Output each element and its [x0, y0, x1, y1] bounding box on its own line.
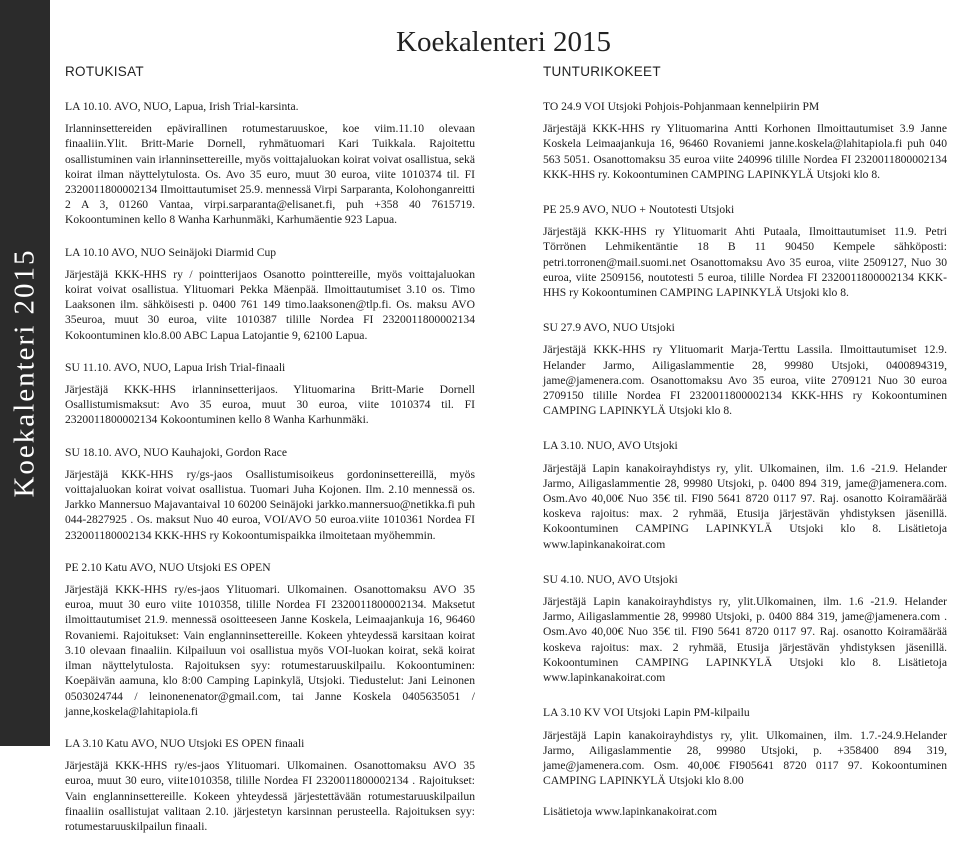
sidebar: [0, 0, 50, 746]
event-body: Järjestäjä KKK-HHS ry Ylituomarina Antti Korhonen Ilmoittautumiset 3.9 Janne Koskela Leimaajankuja 16, 96460 Rovaniemi janne.koskela@lahitapiola.fi puh 040 563 5051. Osanottomaksu 35 euroa viite 240996 tilille Nordea FI 2320011800002134 KKK-HHS ry. Kokoontuminen CAMPING LAPINKYLÄ Utsjoki klo 8.: [543, 122, 947, 181]
event-title: SU 18.10. AVO, NUO Kauhajoki, Gordon Race: [65, 445, 287, 459]
right-column: [543, 99, 947, 839]
page-title: Koekalenteri 2015: [396, 26, 612, 58]
event-entry: [543, 202, 947, 300]
event-body: Järjestäjä KKK-HHS ry Ylituomarit Ahti Putaala, Ilmoittautumiset 11.9. Petri Törrönen Lehmikentäntie 18 B 11 90450 Kempele sähköposti: petri.torronen@mail.suomi.net Osanottomaksu Avo 35 euroa, viite 2509127, Nuo 30 euroa, viite 2509156, noutotesti 5 euroa, tilille Nordea FI 2320011800002134 KKK-HHS ry Kokoontuminen CAMPING LAPINKYLÄ Utsjoki klo 8.: [543, 225, 947, 300]
event-body: Järjestäjä KKK-HHS ry/es-jaos Ylituomari. Ulkomainen. Osanottomaksu AVO 35 euroa, muut 30 euro, viite1010358, tilille Nordea FI 2320011800002134 . Rajoitukset: Vain englanninsettereille. Kokeen yhteydessä järjestettävään rotumestaruuskilpailun finaaliin osallistujat valitaan 2.10. järjestetyn karsinnan perusteella. Rajoituksen syy: rotumestaruuskilpailun finaali.: [65, 759, 475, 833]
event-entry: [65, 360, 475, 428]
event-title: PE 25.9 AVO, NUO + Noutotesti Utsjoki: [543, 203, 735, 217]
event-entry: [65, 99, 475, 228]
event-body: Järjestäjä KKK-HHS ry/es-jaos Ylituomari. Ulkomainen. Osanottomaksu AVO 35 euroa, muut 30 euro viite 1010358, tilille Nordea FI 2320011800002134. Maksetut ilmoittautumiset 21.9. mennessä osoitteeseen Janne Koskela, Leimaajankuja 16, 96460 Rovaniemi. Rajoitukset: Vain englanninsettereille. Kokeen yhteydessä karsitaan koirat 3.10 olevaan finaaliin. Kilpailuun voi osallistua myös VOI-luokan koirat, sekä koirat ilman näyttelytulosta. Rajoituksen syy: rotumestaruuskilpailu. Kokoontuminen: Koepäivän aamuna, klo 8:00 Camping Lapinkylä, Utsjoki. Tiedustelut: Jani Leinonen 0503024744 / leinonenenator@gmail.com, tai Janne Koskela 0405635051 / janne,koskela@lahitapiola.fi: [65, 583, 475, 718]
event-title: LA 3.10. NUO, AVO Utsjoki: [543, 439, 678, 453]
event-title: LA 3.10 KV VOI Utsjoki Lapin PM-kilpailu: [543, 706, 750, 720]
event-title: LA 3.10 Katu AVO, NUO Utsjoki ES OPEN finaali: [65, 736, 305, 750]
left-column: [65, 99, 475, 851]
event-title: LA 10.10 AVO, NUO Seinäjoki Diarmid Cup: [65, 245, 277, 259]
event-entry: [543, 320, 947, 418]
sidebar-title: Koekalenteri 2015: [8, 248, 41, 498]
section-heading-rotukisat: ROTUKISAT: [65, 64, 144, 79]
event-body: Järjestäjä KKK-HHS ry / pointterijaos Osanotto pointtereille, myös voittajaluokan koirat voivat osallistua. Ylituomari Pekka Mäenpää. Ilmoittautumiset 3.10 os. Timo Laaksonen ilm. sähköisesti p. 0400 761 149 timo.laaksonen@tlp.fi. Os. maksu AVO 35euroa, muut 30 euroa, viite 1010387 tilille Nordea FI 2320011800002134 Kokoontuminen klo.8.00 ABC Lapua Latojantie 9, 62100 Lapua.: [65, 267, 475, 342]
event-title: SU 4.10. NUO, AVO Utsjoki: [543, 572, 678, 586]
event-entry: [65, 736, 475, 834]
section-heading-tunturikokeet: TUNTURIKOKEET: [543, 64, 661, 79]
event-body: Irlanninsettereiden epävirallinen rotumestaruuskoe, koe viim.11.10 olevaan finaaliin.Ylit. Britt-Marie Dornell, ryhmätuomari Kari Tuikkala. Rajoitettu osallistuminen vain irlanninsettereille, myös voittajaluokan koirat voivat osallistua, sekä koirat ilman näyttelytulosta. Os. Avo 35 euro, muut 30 euroa, viite 1010374 til. FI 2320011800002134 Ilmoittautumiset 25.9. mennessä Virpi Sarparanta, Kolohonganreitti 2 A 3, 01260 Vantaa, virpi.sarparanta@elisanet.fi, puh +358 40 7615719. Kokoontuminen kello 8 Wanha Karhunmäki, Karhumäentie 923 Lapua.: [65, 122, 475, 227]
event-body: Järjestäjä Lapin kanakoirayhdistys ry, ylit.Ulkomainen, ilm. 1.6 -21.9. Helander Jarmo, Ailigaslammentie 28, 99980 Utsjoki, p. 0400 884 319, jame@jamenera.com . Osm.Avo 40,00€ Nuo 35€ til. FI90 5641 8720 0117 97. Raj. osanotto Koiramäärää koskeva rajoitus: max. 2 ryhmää, Etusija järjestävän yhdistyksen jäsenillä. Kokoontuminen CAMPING LAPINKYLÄ Utsjoki klo 8. Lisätietoja www.lapinkanakoirat.com: [543, 595, 947, 685]
event-title: LA 10.10. AVO, NUO, Lapua, Irish Trial-karsinta.: [65, 100, 299, 113]
event-entry: [65, 445, 475, 543]
event-body: Järjestäjä Lapin kanakoirayhdistys ry, ylit. Ulkomainen, ilm. 1.6 -21.9. Helander Jarmo, Ailigaslammentie 28, 99980 Utsjoki, p. 0400 894 319, jame@jamenera.com. Osm.Avo 40,00€ Nuo 35€ til. FI90 5641 8720 0117 97. Raj. osanotto Koiramäärää koskeva rajoitus: max. 2 ryhmää, Etusija järjestävän yhdistyksen jäsenillä. Kokoontuminen CAMPING LAPINKYLÄ Utsjoki klo 8. Lisätietoja www.lapinkanakoirat.com: [543, 461, 947, 551]
event-title: TO 24.9 VOI Utsjoki Pohjois-Pohjanmaan kennelpiirin PM: [543, 100, 820, 113]
event-body: Järjestäjä Lapin kanakoirayhdistys ry, ylit. Ulkomainen, ilm. 1.7.-24.9.Helander Jarmo, Ailigaslammentie 28, 99980 Utsjoki, p. +358400 894 319, jame@jamenera.com. Osm. 40,00€ FI905641 8720 0117 97. Kokoontuminen CAMPING LAPINKYLÄ Utsjoki klo 8.00 Lisätietoja www.lapinkanakoirat.com: [543, 728, 947, 818]
event-entry: [543, 438, 947, 551]
event-entry: [543, 572, 947, 685]
event-title: SU 11.10. AVO, NUO, Lapua Irish Trial-finaali: [65, 360, 286, 374]
event-body: Järjestäjä KKK-HHS ry Ylituomarit Marja-Terttu Lassila. Ilmoittautumiset 12.9. Helander Jarmo, Ailigaslammentie 28, 99980 Utsjoki, 0400894319, jame@jamenera.com. Osanottomaksu Avo 35 euroa, viite 2709121 Nuo 30 euroa 2709150 tilille Nordea FI 2320011800002134 KKK-HHS ry Kokoontuminen CAMPING LAPINKYLÄ Utsjoki klo 8.: [543, 343, 947, 418]
event-entry: [65, 245, 475, 343]
event-title: PE 2.10 Katu AVO, NUO Utsjoki ES OPEN: [65, 560, 271, 574]
event-title: SU 27.9 AVO, NUO Utsjoki: [543, 321, 675, 335]
event-body: Järjestäjä KKK-HHS ry/gs-jaos Osallistumisoikeus gordoninsettereillä, myös voittajaluokan koirat voivat osallistua. Tuomari Juha Kojonen. Ilm. 2.10 mennessä os. Jarkko Mannersuo Majavantaival 10 60200 Seinäjoki jarkko.mannersuo@netikka.fi puh 044-2827925 . Os. maksut Nuo 40 euroa, VOI/AVO 50 euroa.viite 1010361 Nordea FI 232001180002134 KKK-HHS ry Kokoontumispaikka ilmoitetaan myöhemmin.: [65, 467, 475, 542]
event-entry: [543, 705, 947, 818]
event-body: Järjestäjä KKK-HHS irlanninsetterijaos. Ylituomarina Britt-Marie Dornell Osallistumismaksut: Avo 35 euroa, muut 30 euroa, viite 1010374 til. FI 2320011800002134 Kokoontuminen kello 8 Wanha Karhunmäki.: [65, 383, 475, 427]
event-entry: [543, 99, 947, 182]
event-entry: [65, 560, 475, 719]
